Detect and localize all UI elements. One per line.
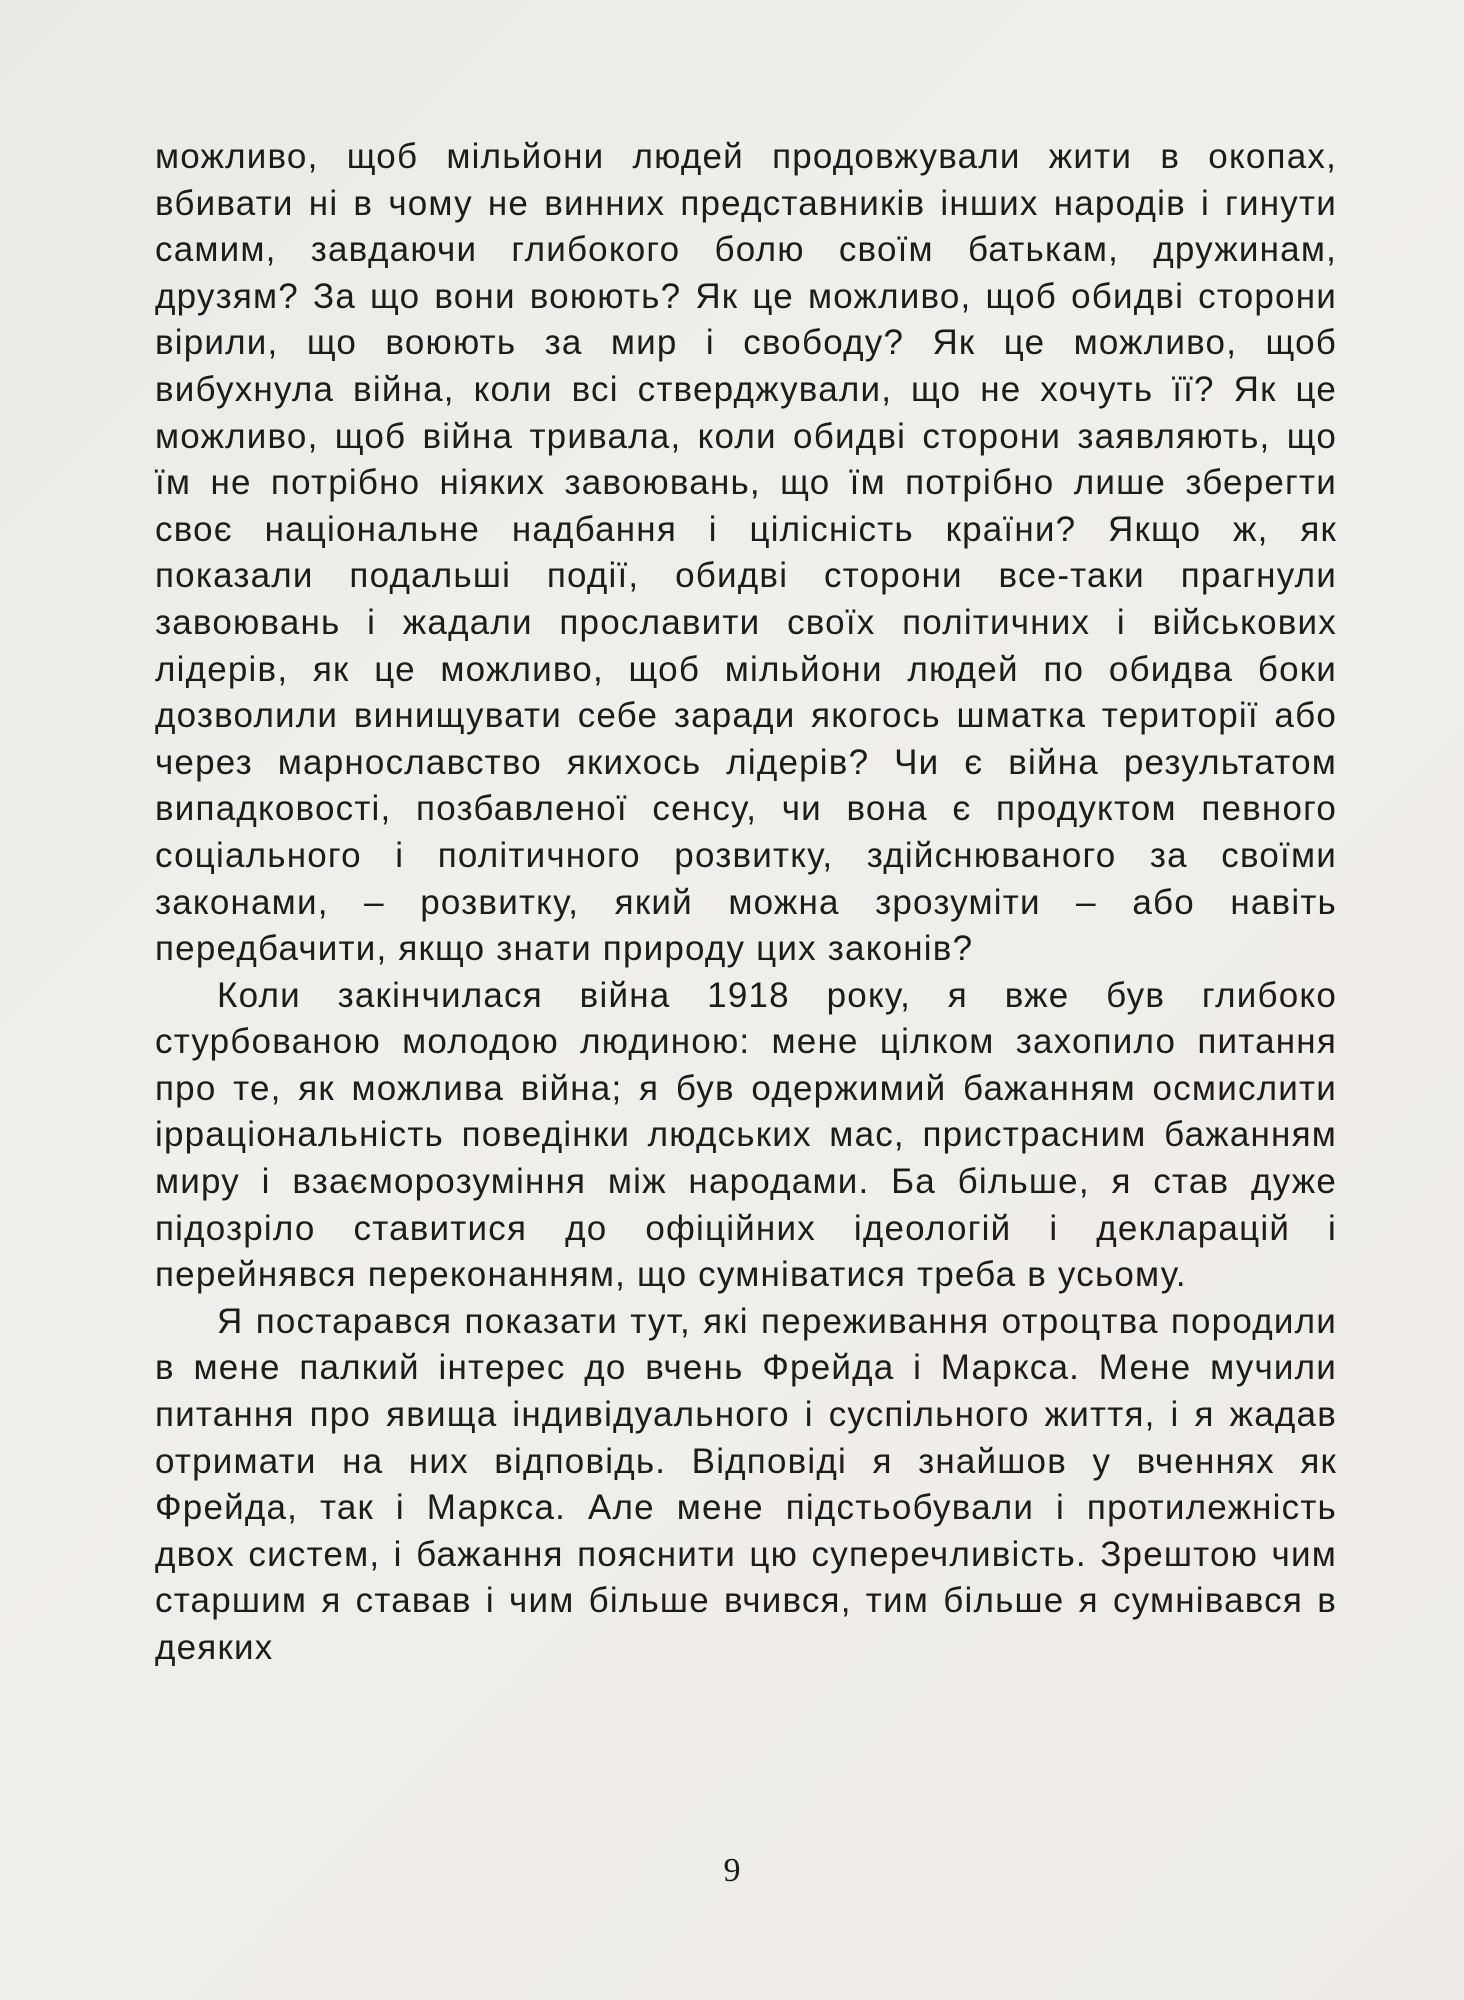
paragraph-continuation: можливо, щоб мільйони людей продовжували жити в окопах, вбивати ні в чому не винних представників інших народів і гинути самим, завдаючи глибокого болю своїм батькам, дружинам, друзям? За що вони воюють? Як це можливо, щоб обидві сторони вірили, що воюють за мир і свободу? Як це можливо, щоб вибухнула війна, коли всі стверджували, що не хочуть її? Як це можливо, щоб війна тривала, коли обидві сторони заявляють, що їм не потрібно ніяких завоювань, що їм потрібно лише зберегти своє національне надбання і цілісність країни? Якщо ж, як показали подальші події, обидві сторони все-таки прагнули завоювань і жадали прославити своїх політичних і військових лідерів, як це можливо, щоб мільйони людей по обидва боки дозволили винищувати себе заради якогось шматка території або через марнославство якихось лідерів? Чи є війна результатом випадковості, позбавленої сенсу, чи вона є продуктом певного соціального і політичного розвитку, здійснюваного за своїми законами, – розвитку, який можна зрозуміти – або навіть передбачити, якщо знати природу цих законів? — [155, 137, 1337, 969]
paragraph-freud-marx: Я постарався показати тут, які переживання отроцтва породили в мене палкий інтерес до вчень Фрейда і Маркса. Мене мучили питання про явища індивідуального і суспільного життя, і я жадав отримати на них відповідь. Відповіді я знайшов у вченнях як Фрейда, так і Маркса. Але мене підстьобували і протилежність двох систем, і бажання пояснити цю суперечливість. Зрештою чим старшим я ставав і чим більше вчився, тим більше я сумнівався в деяких — [155, 1301, 1337, 1667]
paragraph-war-1918: Коли закінчилася війна 1918 року, я вже був глибоко стурбованою молодою людиною: мене цілком захопило питання про те, як можлива війна; я був одержимий бажанням осмислити ірраціональність поведінки людських мас, пристрасним бажанням миру і взаєморозуміння між народами. Ба більше, я став дуже підозріло ставитися до офіційних ідеологій і декларацій і перейнявся переконанням, що сумніватися треба в усьому. — [155, 975, 1337, 1295]
page-number: 9 — [723, 1852, 741, 1889]
body-text — [155, 134, 1337, 1672]
